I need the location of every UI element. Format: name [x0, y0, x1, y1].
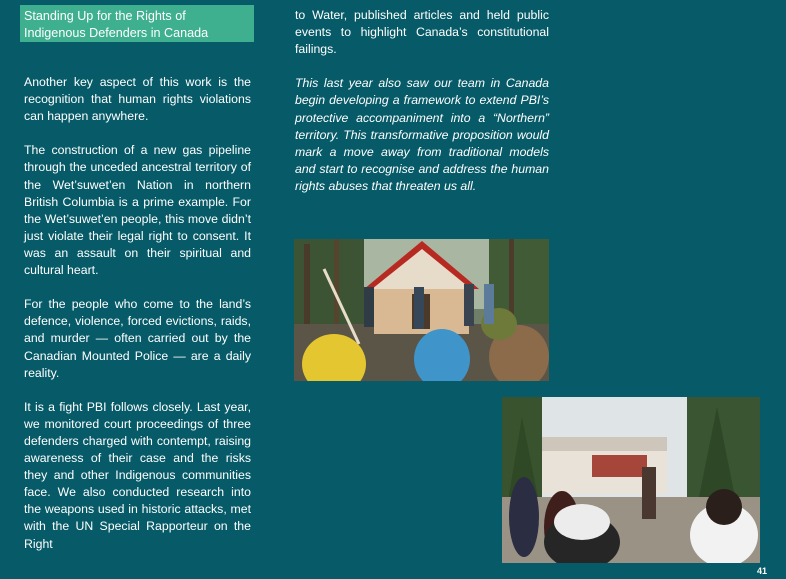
- right-text-column: [295, 7, 549, 212]
- photo-cabin-gathering: [294, 239, 549, 381]
- photo-outdoor-group: [502, 397, 760, 563]
- paragraph-4: It is a fight PBI follows closely. Last year, we monitored court proceedings of three defenders charged with contempt, raising awareness of their case and the risks they and other Indigenous communities face. We also conducted research into the weapons used in historic attacks, met with the UN Special Rapporteur on the Right: [24, 399, 251, 551]
- left-text-column: [24, 74, 251, 570]
- section-heading: [20, 5, 254, 42]
- paragraph-continuation: to Water, published articles and held public events to highlight Canada’s constitutional failings.: [295, 8, 549, 57]
- paragraph-3: For the people who come to the land’s defence, violence, forced evictions, raids, and murder — often carried out by the Canadian Mounted Police — are a daily reality.: [24, 297, 251, 380]
- paragraph-2: The construction of a new gas pipeline through the unceded ancestral territory of the Wet’suwet’en Nation in northern British Columbia is a prime example. For the Wet’suwet’en people, this move didn’t just violate their legal right to consent. It was an assault on their spiritual and cultural heart.: [24, 143, 251, 278]
- paragraph-1: Another key aspect of this work is the recognition that human rights violations can happen anywhere.: [24, 75, 251, 124]
- section-heading-text: Standing Up for the Rights of Indigenous Defenders in Canada: [24, 9, 209, 40]
- paragraph-italic: This last year also saw our team in Canada begin developing a framework to extend PBI’s protective accompaniment into a “Northern” territory. This transformative proposition would mark a move away from traditional models and start to recognise and address the human rights abuses that threaten us all.: [295, 76, 549, 193]
- page-number: 41: [756, 566, 767, 576]
